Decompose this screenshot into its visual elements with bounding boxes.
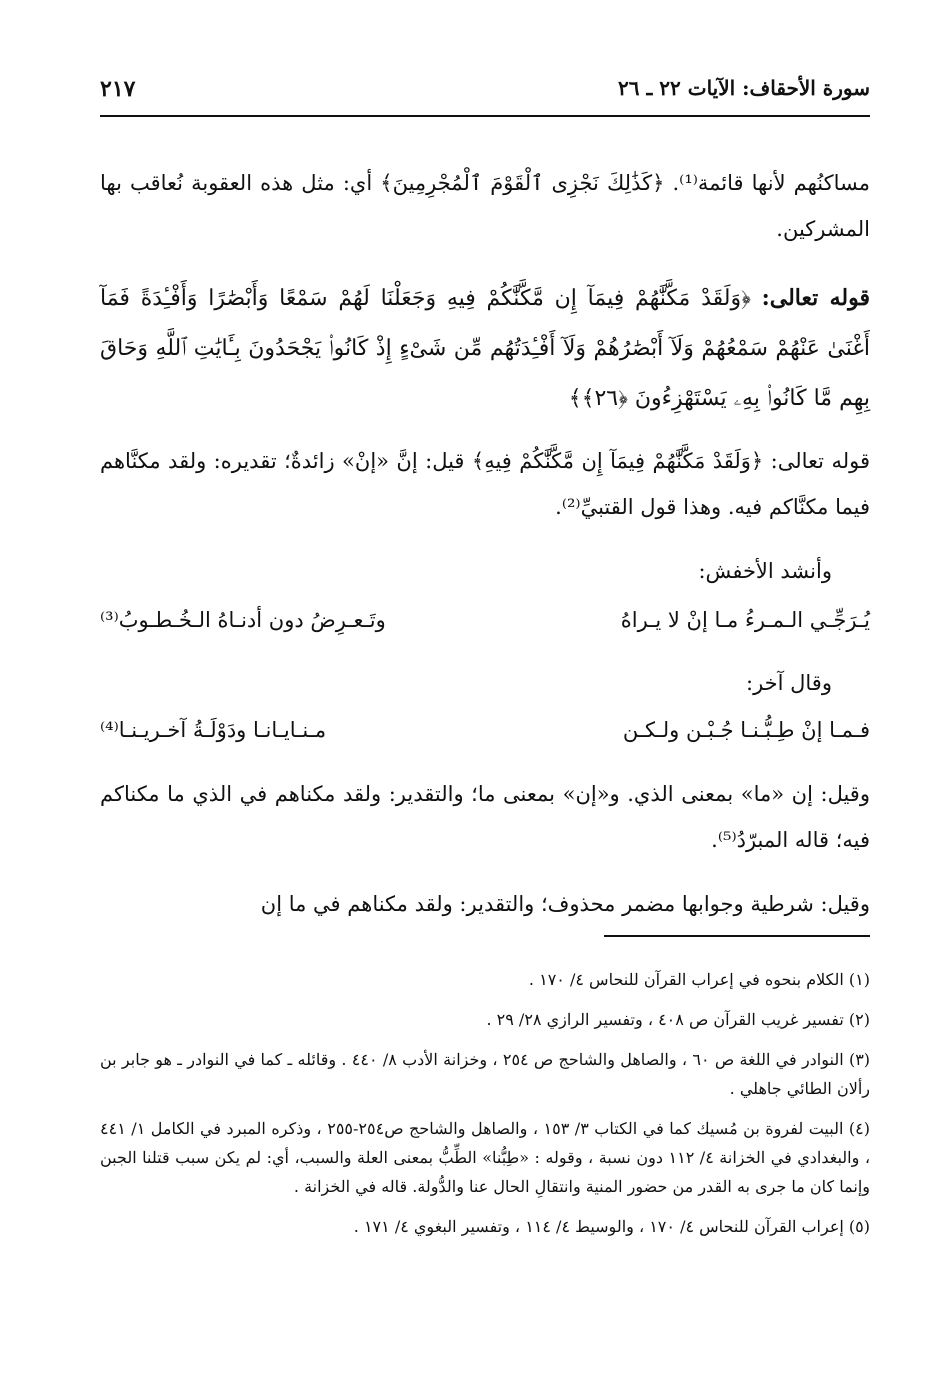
paragraph-2: قوله تعالى: ﴿وَلَقَدْ مَكَّنَّٰهُمْ فِيمَآ إِن مَّكَّنَّٰكُمْ فِيهِ﴾ قيل: إنَّ «إنْ» زائدةٌ؛ تقديره: ولقد مكنَّاهم فيما مكنَّاكم فيه. وهذا قول القتبيِّ⁽²⁾. <box>100 449 870 519</box>
footnote-4: (٤) البيت لفروة بن مُسيك كما في الكتاب ٣/ ١٥٣ ، والصاهل والشاحج ص٢٥٤-٢٥٥ ، وذكره المبرد في الكامل ١/ ٤٤١ ، والبغدادي في الخزانة ٤/ ١١٢ دون نسبة ، وقوله : «طِبُّنا» الطِّبُّ بمعنى العلة والسبب، أي: لم يكن سبب قتلنا الجبن وإنما كان ما جرى به القدر من حضور المنية وانتقالِ الحال عنا والدُّولة. قاله في الخزانة . <box>100 1119 871 1196</box>
poem-2-first-hemistich: فـمـا إنْ طِـبُّـنـا جُـبْـن ولـكـن <box>622 718 870 742</box>
page-number: ٢١٧ <box>100 76 136 102</box>
paragraph-5: وقيل: إن «ما» بمعنى الذي. و«إن» بمعنى ما؛ والتقدير: ولقد مكناهم في الذي ما مكناكم فيه؛ قاله المبرّدُ⁽⁵⁾. <box>100 782 870 852</box>
header-rule <box>100 115 870 117</box>
verse-block <box>100 273 870 424</box>
footnotes <box>100 965 870 1252</box>
poem-2-second-hemistich: مـنـايـانـا ودَوْلَـةُ آخـريـنـا⁽⁴⁾ <box>100 718 327 742</box>
paragraph-1: مساكنُهم لأنها قائمة⁽¹⁾. ﴿كَذَٰلِكَ نَجْزِى ٱلْقَوْمَ ٱلْمُجْرِمِينَ﴾ أي: مثل هذه العقوبة نُعاقب بها المشركين. <box>100 171 870 241</box>
paragraph-6: وقيل: شرطية وجوابها مضمر محذوف؛ والتقدير: ولقد مكناهم في ما إن <box>260 892 870 916</box>
footnote-separator <box>604 935 870 937</box>
paragraph-3: وأنشد الأخفش: <box>698 559 832 583</box>
footnote-2: (٢) تفسير غريب القرآن ص ٤٠٨ ، وتفسير الرازي ٢٨/ ٢٩ . <box>486 1010 870 1029</box>
running-title: سورة الأحقاف: الآيات ٢٢ ـ ٢٦ <box>618 76 870 100</box>
paragraph-4: وقال آخر: <box>746 671 832 695</box>
footnote-5: (٥) إعراب القرآن للنحاس ٤/ ١٧٠ ، والوسيط ٤/ ١١٤ ، وتفسير البغوي ٤/ ١٧١ . <box>353 1217 870 1236</box>
page-header <box>100 70 870 118</box>
poem-verse-1 <box>100 600 870 644</box>
quran-verse: ﴿وَلَقَدْ مَكَّنَّٰهُمْ فِيمَآ إِن مَّكَّنَّٰكُمْ فِيهِ وَجَعَلْنَا لَهُمْ سَمْعًا وَأَبْصَٰرًا وَأَفْـِٔدَةً فَمَآ أَغْنَىٰ عَنْهُمْ سَمْعُهُمْ وَلَآ أَبْصَٰرُهُمْ وَلَآ أَفْـِٔدَتُهُم مِّن شَىْءٍ إِذْ كَانُوا۟ يَجْحَدُونَ بِـَٔايَٰتِ ٱللَّهِ وَحَاقَ بِهِم مَّا كَانُوا۟ بِهِۦ يَسْتَهْزِءُونَ ﴿٢٦﴾﴾ <box>100 286 870 411</box>
footnote-3: (٣) النوادر في اللغة ص ٦٠ ، والصاهل والشاحج ص ٢٥٤ ، وخزانة الأدب ٨/ ٤٤٠ . وقائله ـ كما في النوادر ـ هو جابر بن رألان الطائي جاهلي . <box>100 1050 871 1098</box>
footnote-1: (١) الكلام بنحوه في إعراب القرآن للنحاس ٤/ ١٧٠ . <box>528 970 870 989</box>
poem-verse-2 <box>100 710 870 754</box>
verse-label: قوله تعالى: <box>761 285 871 311</box>
poem-1-first-hemistich: يُـرَجِّـي الـمـرءُ مـا إنْ لا يـراهُ <box>620 608 870 632</box>
poem-1-second-hemistich: وتَـعـرِضُ دون أدنـاهُ الـخُـطـوبُ⁽³⁾ <box>100 608 386 632</box>
